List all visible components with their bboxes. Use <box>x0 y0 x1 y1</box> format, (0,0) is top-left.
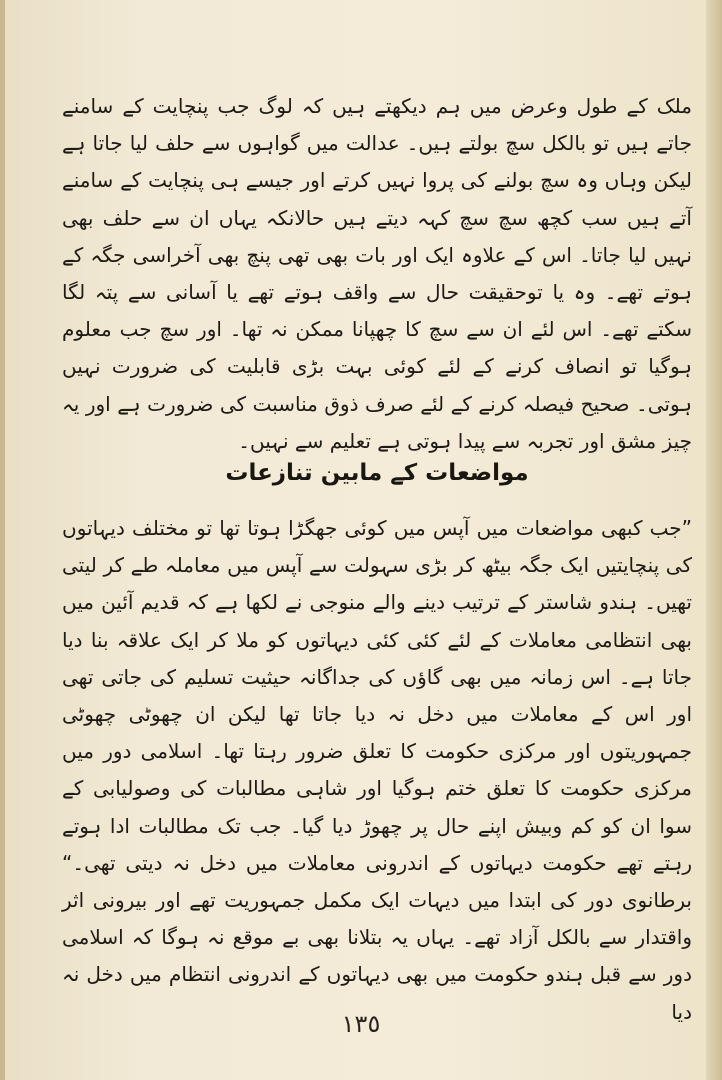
section-heading: مواضعات کے مابین تنازعات <box>225 460 529 486</box>
paragraph-1: ملک کے طول وعرض میں ہم دیکھتے ہیں کہ لوگ جب پنچایت کے سامنے جاتے ہیں تو بالکل سچ بولتے ہیں۔ عدالت میں گواہوں سے حلف لیا جاتا ہے لیکن وہاں وہ سچ بولنے کی پروا نہیں کرتے اور جیسے ہی پنچایت کے سامنے آتے ہیں سب کچھ سچ سچ کہہ دیتے ہیں حالانکہ یہاں ان سے حلف بھی نہیں لیا جاتا۔ اس کے علاوہ ایک اور بات بھی تھی پنچ بھی آخراسی جگہ کے ہوتے تھے۔ وہ یا توحقیقت حال سے واقف ہوتے تھے یا آسانی سے پتہ لگا سکتے تھے۔ اس لئے ان سے سچ کا چھپانا ممکن نہ تھا۔ اور سچ جب معلوم ہوگیا تو انصاف کرنے کے لئے کوئی بہت بڑی قابلیت کی ضرورت نہیں ہوتی۔ صحیح فیصلہ کرنے کے لئے صرف ذوق مناسبت کی ضرورت ہے اور یہ چیز مشق اور تجربہ سے پیدا ہوتی ہے تعلیم سے نہیں۔ <box>62 94 692 453</box>
page-number: ١٣٥ <box>341 1010 381 1038</box>
paragraph-2: ”جب کبھی مواضعات میں آپس میں کوئی جھگڑا ہوتا تھا تو مختلف دیہاتوں کی پنچایتیں ایک جگہ بیٹھ کر بڑی سہولت سے آپس میں معاملہ طے کر لیتی تھیں۔ ہندو شاستر کے ترتیب دینے والے منوجی نے لکھا ہے کہ قدیم آئین میں بھی انتظامی معاملات کے لئے کئی کئی دیہاتوں کو ملا کر ایک علاقہ بنا دیا جاتا ہے۔ اس زمانہ میں بھی گاؤں کی جداگانہ حیثیت تسلیم کی جاتی تھی اور اس کے معاملات میں دخل نہ دیا جاتا تھا لیکن ان چھوٹی چھوٹی جمہوریتوں اور مرکزی حکومت کا تعلق ضرور رہتا تھا۔ اسلامی دور میں مرکزی حکومت کا تعلق ختم ہوگیا اور شاہی مطالبات کی وصولیابی کے سوا ان کو کم وبیش اپنے حال پر چھوڑ دیا گیا۔ جب تک مطالبات ادا ہوتے رہتے تھے حکومت دیہاتوں کے اندرونی معاملات میں دخل نہ دیتی تھی۔“ برطانوی دور کی ابتدا میں دیہات ایک مکمل جمہوریت تھے اور بیرونی اثر واقتدار سے بالکل آزاد تھے۔ یہاں یہ بتلانا بھی بے موقع نہ ہوگا کہ اسلامی دور سے قبل ہندو حکومت میں بھی دیہاتوں کے اندرونی انتظام میں دخل نہ دیا <box>62 516 692 1024</box>
page-left-edge <box>0 0 5 1080</box>
page-right-edge <box>706 0 722 1080</box>
